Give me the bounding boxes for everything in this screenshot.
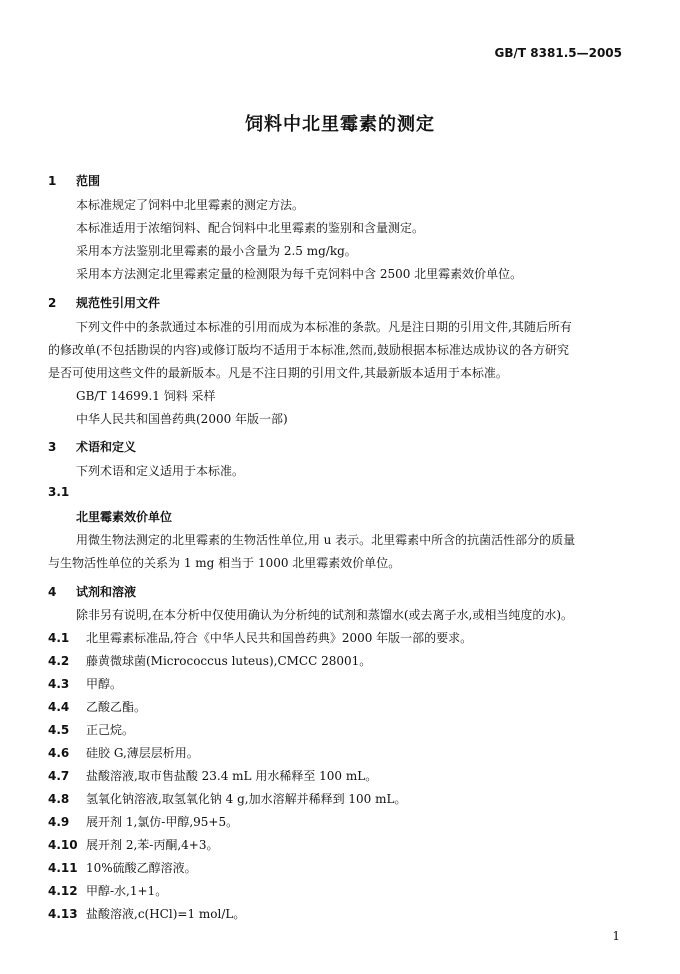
item-number: 4.7 — [48, 769, 70, 783]
item-number: 4.9 — [48, 815, 70, 829]
paragraph-line: 是否可使用这些文件的最新版本。凡是不注日期的引用文件,其最新版本适用于本标准。 — [48, 366, 508, 380]
item-text: 甲醇。 — [86, 677, 123, 691]
section-3-heading — [48, 438, 136, 455]
item-number: 4.12 — [48, 884, 78, 898]
paragraph-line: 下列术语和定义适用于本标准。 — [76, 464, 245, 478]
subsection-number: 3.1 — [48, 485, 70, 499]
section-title: 试剂和溶液 — [76, 585, 137, 599]
section-title: 范围 — [76, 174, 101, 188]
item-number: 4.6 — [48, 746, 70, 760]
item-text: 乙酸乙酯。 — [86, 700, 147, 714]
paragraph-line: 的修改单(不包括勘误的内容)或修订版均不适用于本标准,然而,鼓励根据本标准达成协议的各方研究 — [48, 343, 569, 357]
item-number: 4.11 — [48, 861, 78, 875]
item-text: 盐酸溶液,取市售盐酸 23.4 mL 用水稀释至 100 mL。 — [86, 769, 378, 783]
list-item — [48, 836, 218, 853]
paragraph-line: 除非另有说明,在本分析中仅使用确认为分析纯的试剂和蒸馏水(或去离子水,或相当纯度的水)。 — [76, 608, 573, 622]
item-number: 4.8 — [48, 792, 70, 806]
reference-line: GB/T 14699.1 饲料 采样 — [76, 389, 216, 403]
item-text: 盐酸溶液,c(HCl)=1 mol/L。 — [86, 907, 246, 921]
section-4-heading — [48, 583, 136, 600]
list-item — [48, 652, 371, 669]
item-text: 藤黄微球菌(Micrococcus luteus),CMCC 28001。 — [86, 654, 372, 668]
section-title: 规范性引用文件 — [76, 296, 161, 310]
list-item — [48, 882, 167, 899]
section-title: 术语和定义 — [76, 440, 137, 454]
paragraph-line: 采用本方法测定北里霉素定量的检测限为每千克饲料中含 2500 北里霉素效价单位。 — [76, 267, 523, 281]
paragraph-line: 本标准规定了饲料中北里霉素的测定方法。 — [76, 198, 305, 212]
item-text: 10%硫酸乙醇溶液。 — [86, 861, 197, 875]
page-number: 1 — [612, 929, 620, 943]
item-number: 4.1 — [48, 631, 70, 645]
item-text: 展开剂 2,苯-丙酮,4+3。 — [86, 838, 219, 852]
item-number: 4.13 — [48, 907, 78, 921]
item-number: 4.3 — [48, 677, 70, 691]
paragraph-line: 采用本方法鉴别北里霉素的最小含量为 2.5 mg/kg。 — [76, 244, 357, 258]
paragraph-line: 用微生物法测定的北里霉素的生物活性单位,用 u 表示。北里霉素中所含的抗菌活性部分的质量 — [76, 533, 576, 547]
item-text: 硅胶 G,薄层层析用。 — [86, 746, 199, 760]
list-item — [48, 859, 197, 876]
paragraph-line: 本标准适用于浓缩饲料、配合饲料中北里霉素的鉴别和含量测定。 — [76, 221, 425, 235]
list-item — [48, 790, 406, 807]
paragraph-line: 下列文件中的条款通过本标准的引用而成为本标准的条款。凡是注日期的引用文件,其随后所有 — [76, 320, 572, 334]
item-text: 展开剂 1,氯仿-甲醇,95+5。 — [86, 815, 239, 829]
item-text: 北里霉素标准品,符合《中华人民共和国兽药典》2000 年版一部的要求。 — [86, 631, 473, 645]
item-text: 氢氧化钠溶液,取氢氧化钠 4 g,加水溶解并稀释到 100 mL。 — [86, 792, 407, 806]
item-number: 4.4 — [48, 700, 70, 714]
item-number: 4.10 — [48, 838, 78, 852]
list-item — [48, 629, 472, 646]
section-number: 2 — [48, 296, 57, 310]
list-item — [48, 744, 199, 761]
list-item — [48, 813, 238, 830]
list-item — [48, 721, 134, 738]
list-item — [48, 767, 377, 784]
list-item — [48, 675, 122, 692]
list-item — [48, 698, 146, 715]
term-heading: 北里霉素效价单位 — [76, 510, 173, 524]
paragraph-line: 与生物活性单位的关系为 1 mg 相当于 1000 北里霉素效价单位。 — [48, 556, 401, 570]
standard-code: GB/T 8381.5—2005 — [494, 46, 622, 60]
section-2-heading — [48, 294, 160, 311]
item-number: 4.2 — [48, 654, 70, 668]
list-item — [48, 905, 245, 922]
item-text: 正己烷。 — [86, 723, 135, 737]
section-number: 1 — [48, 174, 57, 188]
section-1-heading — [48, 172, 100, 189]
section-number: 3 — [48, 440, 57, 454]
item-number: 4.5 — [48, 723, 70, 737]
reference-line: 中华人民共和国兽药典(2000 年版一部) — [76, 412, 288, 426]
section-number: 4 — [48, 585, 57, 599]
document-title: 饲料中北里霉素的测定 — [245, 114, 435, 135]
item-text: 甲醇-水,1+1。 — [86, 884, 168, 898]
